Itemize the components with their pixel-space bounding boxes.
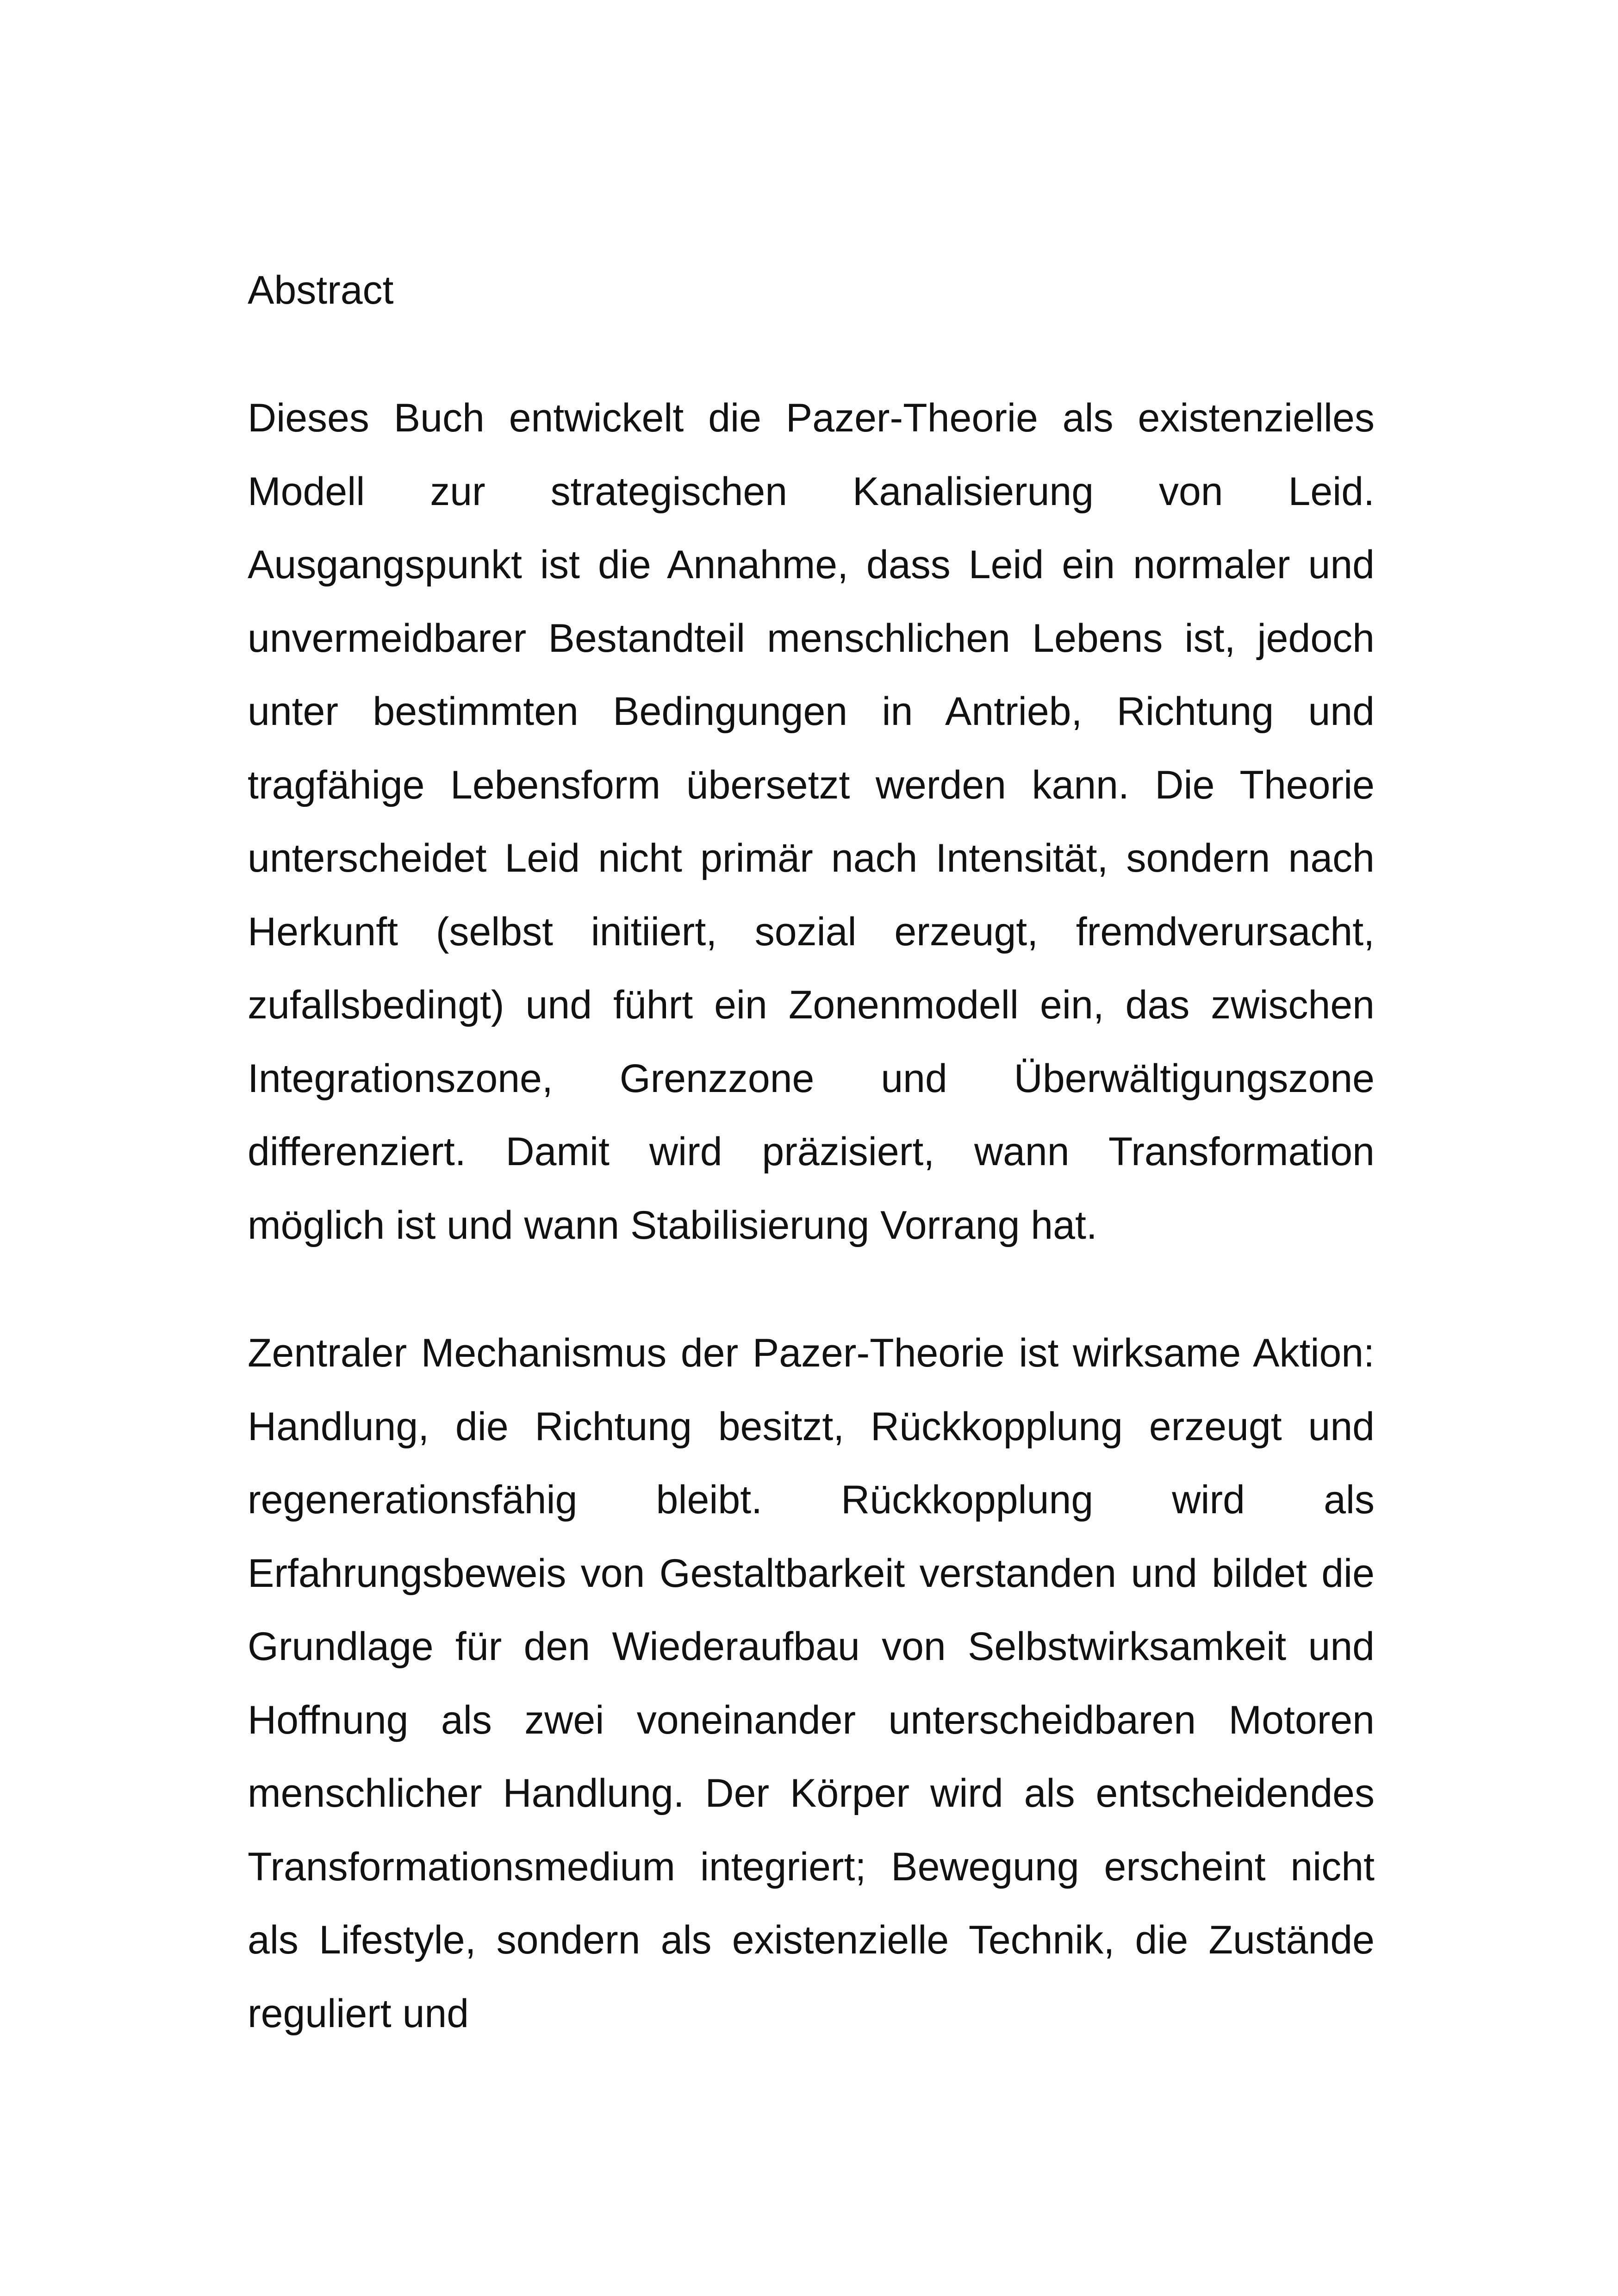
abstract-paragraph-2: Zentraler Mechanismus der Pazer-Theorie ist wirksame Aktion: Handlung, die Richtung besitzt, Rückkopplung erzeugt und regenerationsfähig bleibt. Rückkopplung wird als Erfahrungsbeweis von Gestaltbarkeit verstanden und bildet die Grundlage für den Wiederaufbau von Selbstwirksamkeit und Hoffnung als zwei voneinander unterscheidbaren Motoren menschlicher Handlung. Der Körper wird als entscheidendes Transformationsmedium integriert; Bewegung erscheint nicht als Lifestyle, sondern als existenzielle Technik, die Zustände reguliert und: [248, 1331, 1375, 2036]
document-body: [248, 254, 1375, 2050]
abstract-paragraph-1: Dieses Buch entwickelt die Pazer-Theorie als existenzielles Modell zur strategischen Kanalisierung von Leid. Ausgangspunkt ist die Annahme, dass Leid ein normaler und unvermeidbarer Bestandteil menschlichen Lebens ist, jedoch unter bestimmten Bedingungen in Antrieb, Richtung und tragfähige Lebensform übersetzt werden kann. Die Theorie unterscheidet Leid nicht primär nach Intensität, sondern nach Herkunft (selbst initiiert, sozial erzeugt, fremdverursacht, zufallsbedingt) und führt ein Zonenmodell ein, das zwischen Integrationszone, Grenzzone und Überwältigungszone differenziert. Damit wird präzisiert, wann Transformation möglich ist und wann Stabilisierung Vorrang hat.: [248, 396, 1375, 1248]
abstract-heading: Abstract: [248, 268, 394, 312]
